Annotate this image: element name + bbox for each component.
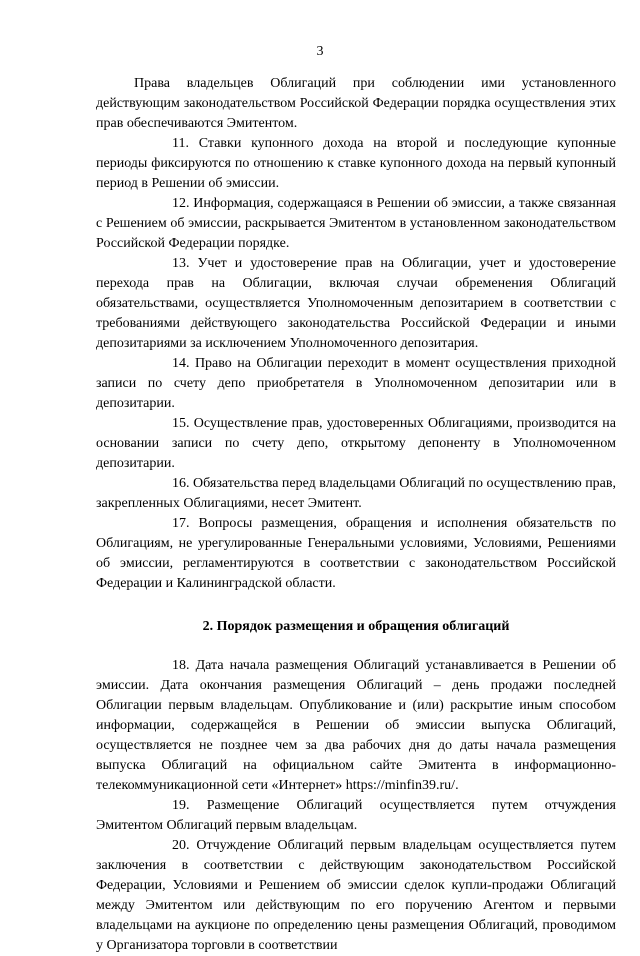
paragraph-text: Отчуждение Облигаций первым владельцам осуществляется путем заключения в соответствии с действующим законодательством Российской Федерации, Условиями и Решением об эмиссии сделок купли-продажи Облигаций между Эмитентом или действующим по его поручению Агентом и первыми владельцами на аукционе по определению цены размещения Облигаций, проводимом у Организатора торговли в соответствии [96, 838, 616, 953]
paragraph-16 [96, 474, 616, 514]
paragraph-text: Осуществление прав, удостоверенных Облигациями, производится на основании записи по счету депо, открытому депоненту в Уполномоченном депозитарии. [96, 416, 616, 471]
paragraph-text: Право на Облигации переходит в момент осуществления приходной записи по счету депо приобретателя в Уполномоченном депозитарии или в депозитарии. [96, 356, 616, 411]
page-number: 3 [316, 44, 324, 59]
paragraph-text: Учет и удостоверение прав на Облигации, учет и удостоверение перехода прав на Облигации, включая случаи обременения Облигаций обязательствами, осуществляется Уполномоченным депозитарием в соответствии с требованиями действующего законодательства Российской Федерации и иными депозитариями за исключением Уполномоченного депозитария. [96, 256, 617, 351]
section-heading: 2. Порядок размещения и обращения облигаций [202, 619, 510, 634]
paragraph [96, 74, 616, 134]
paragraph-number: 14. [172, 356, 190, 371]
paragraph-12 [96, 194, 616, 254]
paragraph-number: 17. [172, 516, 190, 531]
paragraph-text: Вопросы размещения, обращения и исполнения обязательств по Облигациям, не урегулированные Генеральными условиями, Условиями, Решениями об эмиссии, регламентируются в соответствии с законодательством Российской Федерации и Калининградской области. [96, 516, 617, 591]
paragraph-number: 15. [172, 416, 190, 431]
paragraph-19 [96, 796, 616, 836]
paragraph-number: 12. [172, 196, 190, 211]
paragraph-15 [96, 414, 616, 474]
paragraph-text: Дата начала размещения Облигаций устанавливается в Решении об эмиссии. Дата окончания размещения Облигаций – день продажи последней Облигации первым владельцам. Опубликование и (или) раскрытие иным способом информации, содержащейся в Решении об эмиссии выпуска Облигаций, осуществляется не позднее чем за два рабочих дня до даты начала размещения выпуска Облигаций на официальном сайте Эмитента в информационно-телекоммуникационной сети «Интернет» https://minfin39.ru/. [96, 658, 617, 793]
paragraph-11 [96, 134, 616, 194]
paragraph-number: 16. [172, 476, 190, 491]
paragraph-number: 20. [172, 838, 190, 853]
paragraph-18 [96, 656, 616, 796]
paragraph-17 [96, 514, 616, 594]
paragraph-number: 13. [172, 256, 190, 271]
paragraph-text: Размещение Облигаций осуществляется путем отчуждения Эмитентом Облигаций первым владельцам. [96, 798, 616, 833]
paragraph-text: Информация, содержащаяся в Решении об эмиссии, а также связанная с Решением об эмиссии, раскрывается Эмитентом в установленном законодательством Российской Федерации порядке. [96, 196, 616, 251]
paragraph-text: Обязательства перед владельцами Облигаций по осуществлению прав, закрепленных Облигациями, несет Эмитент. [96, 476, 617, 511]
paragraph-text: Ставки купонного дохода на второй и последующие купонные периоды фиксируются по отношению к ставке купонного дохода на первый купонный период в Решении об эмиссии. [96, 136, 617, 191]
paragraph-text: Права владельцев Облигаций при соблюдении ими установленного действующим законодательством Российской Федерации порядка осуществления этих прав обеспечиваются Эмитентом. [96, 76, 616, 131]
paragraph-number: 11. [172, 136, 189, 151]
paragraph-13 [96, 254, 616, 354]
paragraph-number: 19. [172, 798, 190, 813]
paragraph-20 [96, 836, 616, 956]
paragraph-14 [96, 354, 616, 414]
document-body [96, 74, 616, 956]
paragraph-number: 18. [172, 658, 190, 673]
